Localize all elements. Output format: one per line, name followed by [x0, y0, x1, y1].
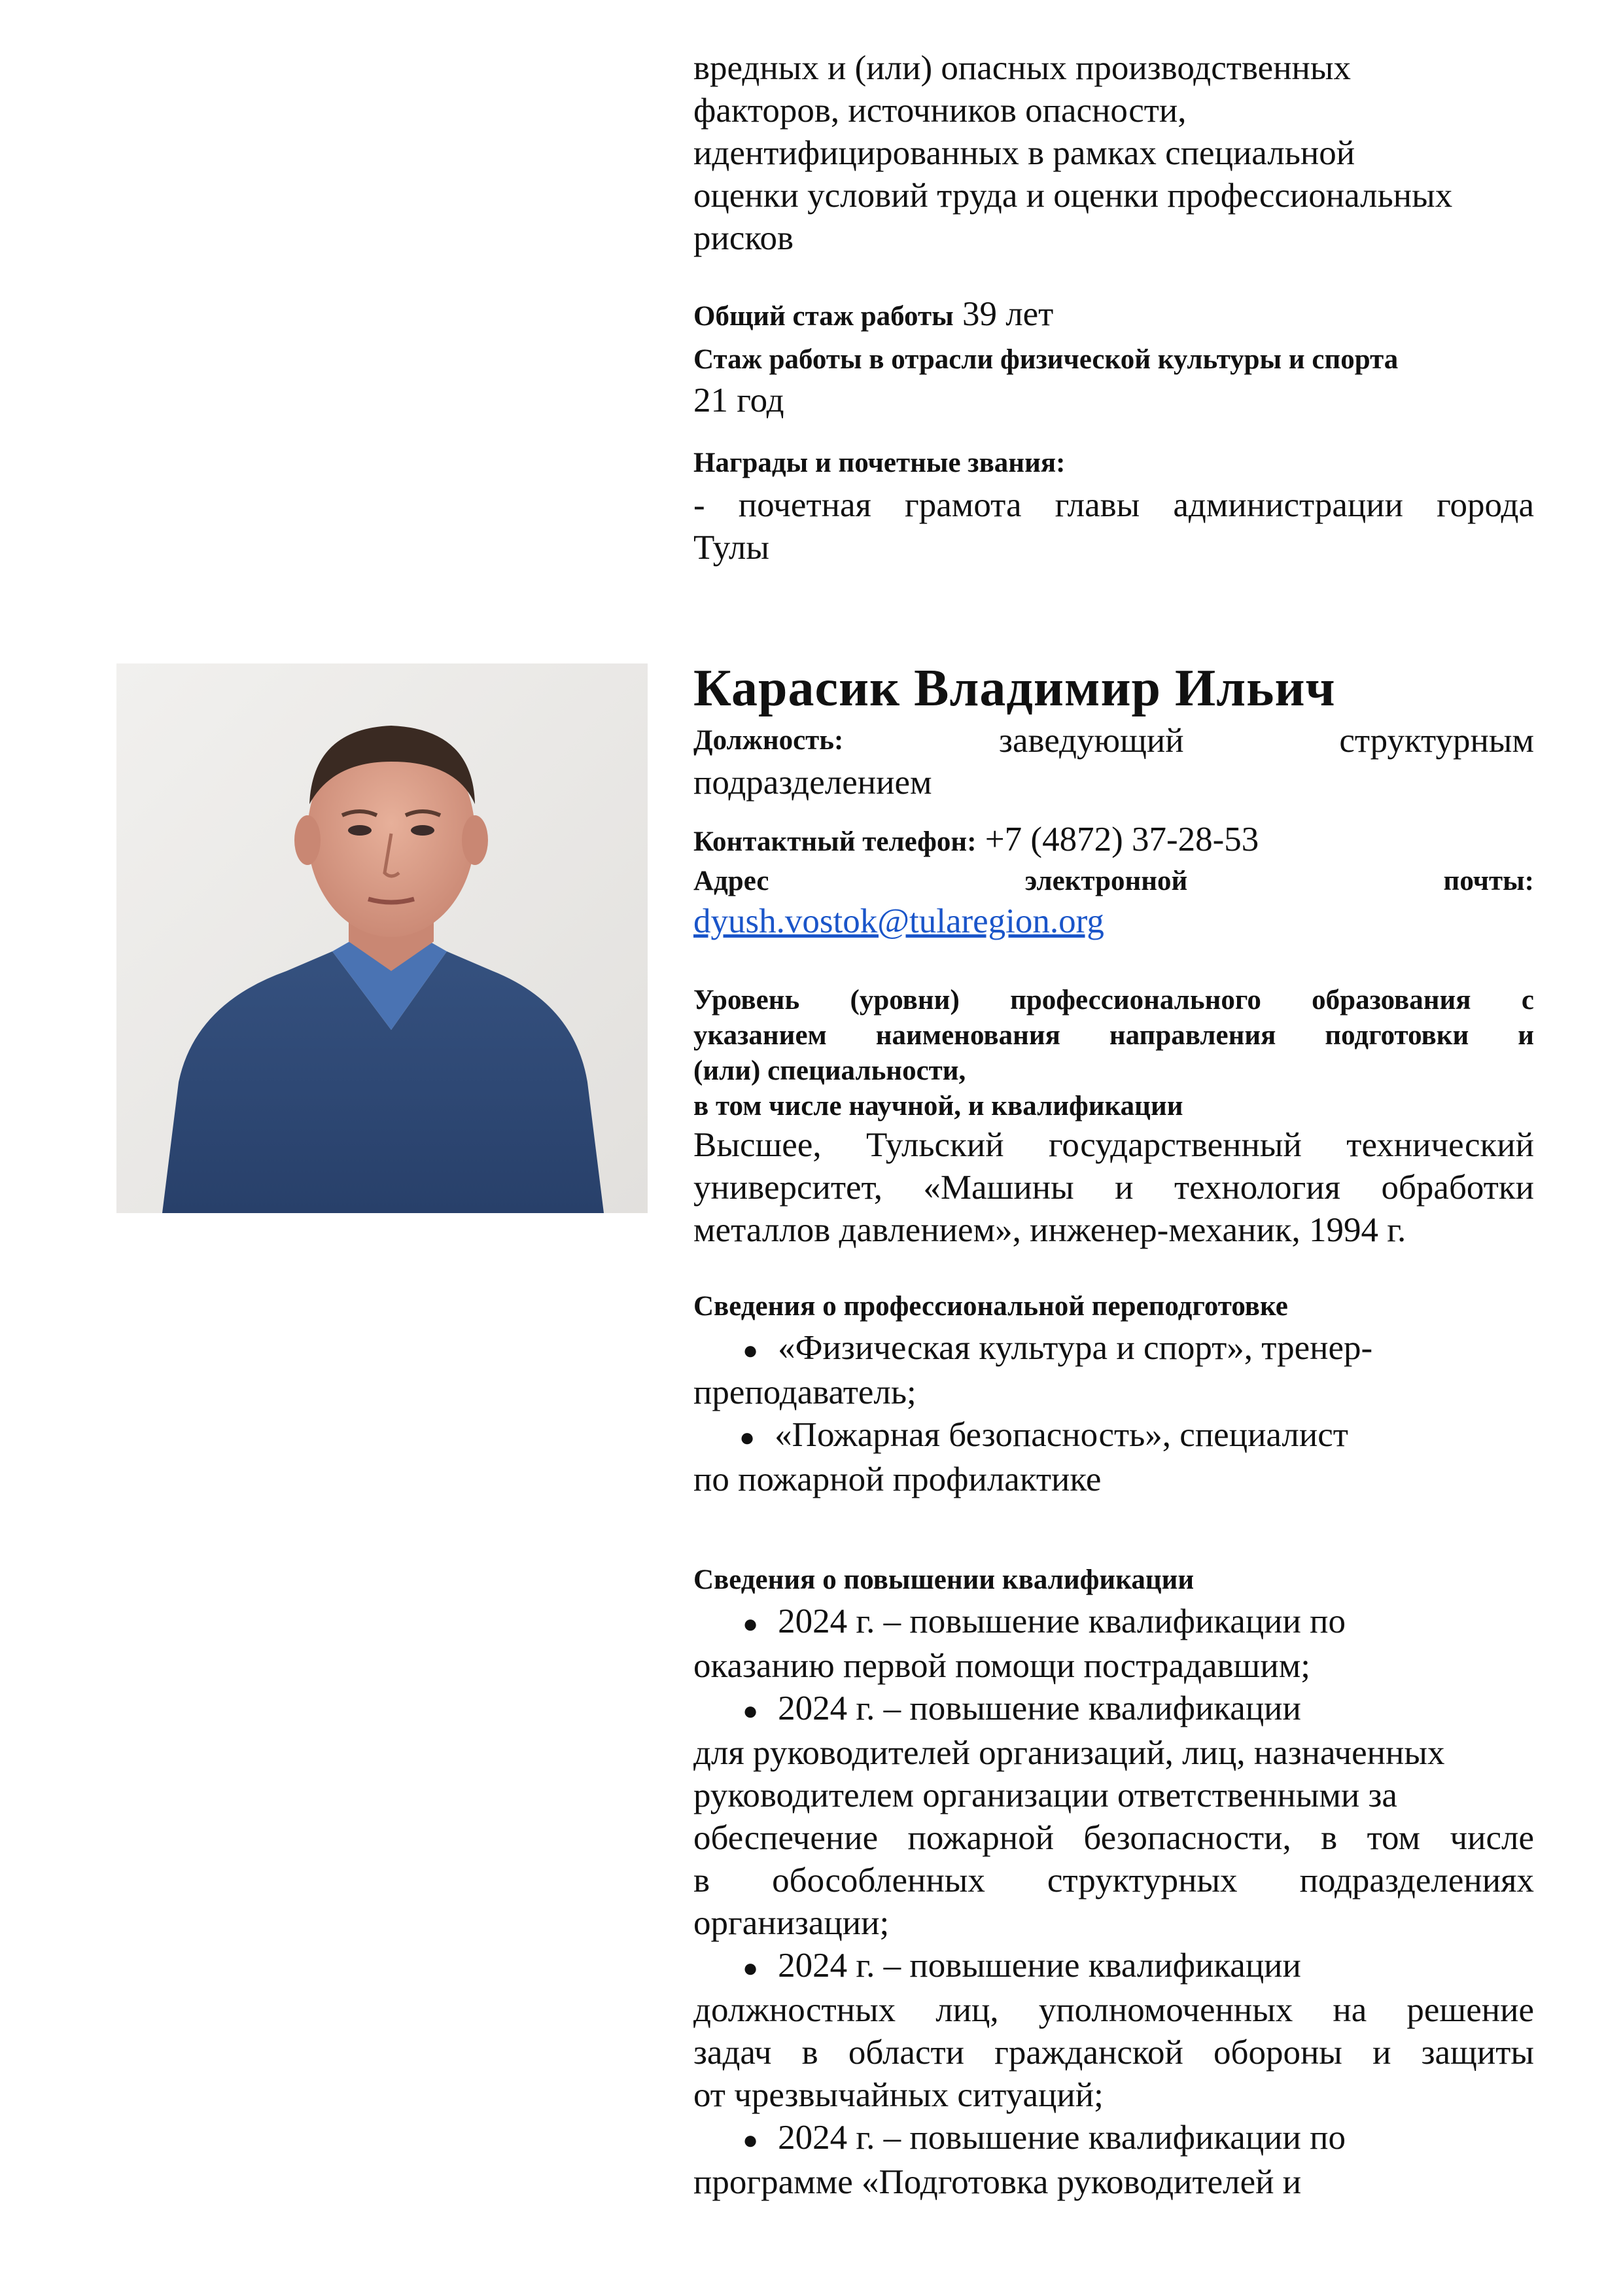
- awards-label-text: Награды и почетные звания:: [693, 448, 1066, 478]
- qualification-item-text: 2024 г. – повышение квалификации по: [778, 2119, 1346, 2157]
- qualification-item-continued: руководителем организации ответственными за: [693, 1776, 1397, 1814]
- email-label-word: Адрес: [693, 866, 769, 896]
- experience-line: [693, 293, 1534, 338]
- education-line: Высшее, Тульский государственный технический: [693, 1126, 1534, 1164]
- education-label-line: (или) специальности,: [693, 1055, 966, 1086]
- awards-line: - почетная грамота главы администрации города: [693, 486, 1534, 524]
- retraining-item-continued: по пожарной профилактике: [693, 1460, 1102, 1498]
- experience-value: 39 лет: [962, 295, 1054, 333]
- qualification-item: [693, 1945, 1534, 1989]
- experience-label: Общий стаж работы: [693, 301, 954, 332]
- qualification-item: [693, 1600, 1534, 1645]
- retraining-block: [693, 1286, 1534, 1501]
- bullet-icon: ●: [739, 1422, 756, 1452]
- awards-label: [693, 440, 1534, 484]
- position-word: заведующий: [999, 722, 1184, 760]
- contact-block: [693, 819, 1534, 943]
- education-line: металлов давлением», инженер-механик, 1994 г.: [693, 1211, 1406, 1249]
- email-label-line: [693, 862, 1534, 900]
- industry-label-text: Стаж работы в отрасли физической культуры и спорта: [693, 344, 1399, 375]
- person-photo: [116, 663, 648, 1213]
- qualification-item-continued: программе «Подготовка руководителей и: [693, 2163, 1302, 2201]
- text-line: идентифицированных в рамках специальной: [693, 134, 1355, 172]
- qualification-item-continued: должностных лиц, уполномоченных на решение: [693, 1991, 1534, 2029]
- bullet-icon: ●: [742, 1335, 759, 1365]
- awards-line: Тулы: [693, 529, 769, 567]
- qualification-item-text: 2024 г. – повышение квалификации по: [778, 1602, 1346, 1640]
- email-label-word: почты:: [1443, 866, 1534, 896]
- portrait-illustration: [116, 663, 648, 1213]
- text-line: оценки условий труда и оценки профессиональных: [693, 177, 1453, 215]
- awards-block: [693, 440, 1534, 569]
- qualification-item-continued: от чрезвычайных ситуаций;: [693, 2076, 1104, 2114]
- text-line: факторов, источников опасности,: [693, 92, 1187, 130]
- text-line: вредных и (или) опасных производственных: [693, 49, 1352, 87]
- qualification-item-text: 2024 г. – повышение квалификации: [778, 1689, 1301, 1727]
- email-link[interactable]: dyush.vostok@tularegion.org: [693, 902, 1104, 940]
- qualification-item-continued: обеспечение пожарной безопасности, в том числе: [693, 1819, 1534, 1857]
- qualification-item-continued: для руководителей организаций, лиц, назначенных: [693, 1734, 1445, 1772]
- retraining-item: [693, 1414, 1534, 1458]
- qualification-label: Сведения о повышении квалификации: [693, 1564, 1195, 1595]
- phone-label: Контактный телефон:: [693, 826, 977, 857]
- bullet-icon: ●: [742, 2125, 759, 2155]
- position-word: структурным: [1339, 722, 1534, 760]
- email-line: [693, 900, 1534, 943]
- phone-value: +7 (4872) 37-28-53: [985, 821, 1259, 858]
- qualification-item-continued: в обособленных структурных подразделениях: [693, 1862, 1534, 1899]
- bullet-icon: ●: [742, 1953, 759, 1983]
- position-value-continued: подразделением: [693, 764, 932, 802]
- phone-line: [693, 819, 1534, 862]
- qualification-item-continued: организации;: [693, 1904, 890, 1942]
- person-name: Карасик Владимир Ильич: [693, 660, 1336, 717]
- education-line: университет, «Машины и технология обработки: [693, 1169, 1534, 1207]
- qualification-item: [693, 1687, 1534, 1732]
- education-label-line: указанием наименования направления подготовки и: [693, 1020, 1534, 1051]
- retraining-item: [693, 1327, 1534, 1371]
- retraining-item-text: «Пожарная безопасность», специалист: [775, 1416, 1348, 1454]
- position-line: [693, 720, 1534, 762]
- experience-block: [693, 293, 1534, 422]
- retraining-label: Сведения о профессиональной переподготовке: [693, 1291, 1288, 1322]
- bullet-icon: ●: [742, 1609, 759, 1638]
- bullet-icon: ●: [742, 1696, 759, 1725]
- education-label-line: в том числе научной, и квалификации: [693, 1091, 1183, 1122]
- retraining-item-continued: преподаватель;: [693, 1373, 916, 1411]
- email-label-word: электронной: [1024, 866, 1188, 896]
- position-label: Должность:: [693, 725, 844, 756]
- text-line: рисков: [693, 219, 794, 257]
- qualification-item: [693, 2117, 1534, 2161]
- industry-value: 21 год: [693, 381, 784, 419]
- industry-label: [693, 338, 1534, 380]
- qualification-block: [693, 1560, 1534, 2204]
- education-label-line: Уровень (уровни) профессионального образования с: [693, 985, 1534, 1016]
- top-continuation: [693, 47, 1534, 260]
- retraining-item-text: «Физическая культура и спорт», тренер-: [778, 1329, 1373, 1367]
- qualification-item-continued: задач в области гражданской обороны и защиты: [693, 2034, 1534, 2072]
- education-block: [693, 983, 1534, 1252]
- person-details: [693, 657, 1534, 804]
- qualification-item-continued: оказанию первой помощи пострадавшим;: [693, 1647, 1310, 1685]
- qualification-item-text: 2024 г. – повышение квалификации: [778, 1947, 1301, 1985]
